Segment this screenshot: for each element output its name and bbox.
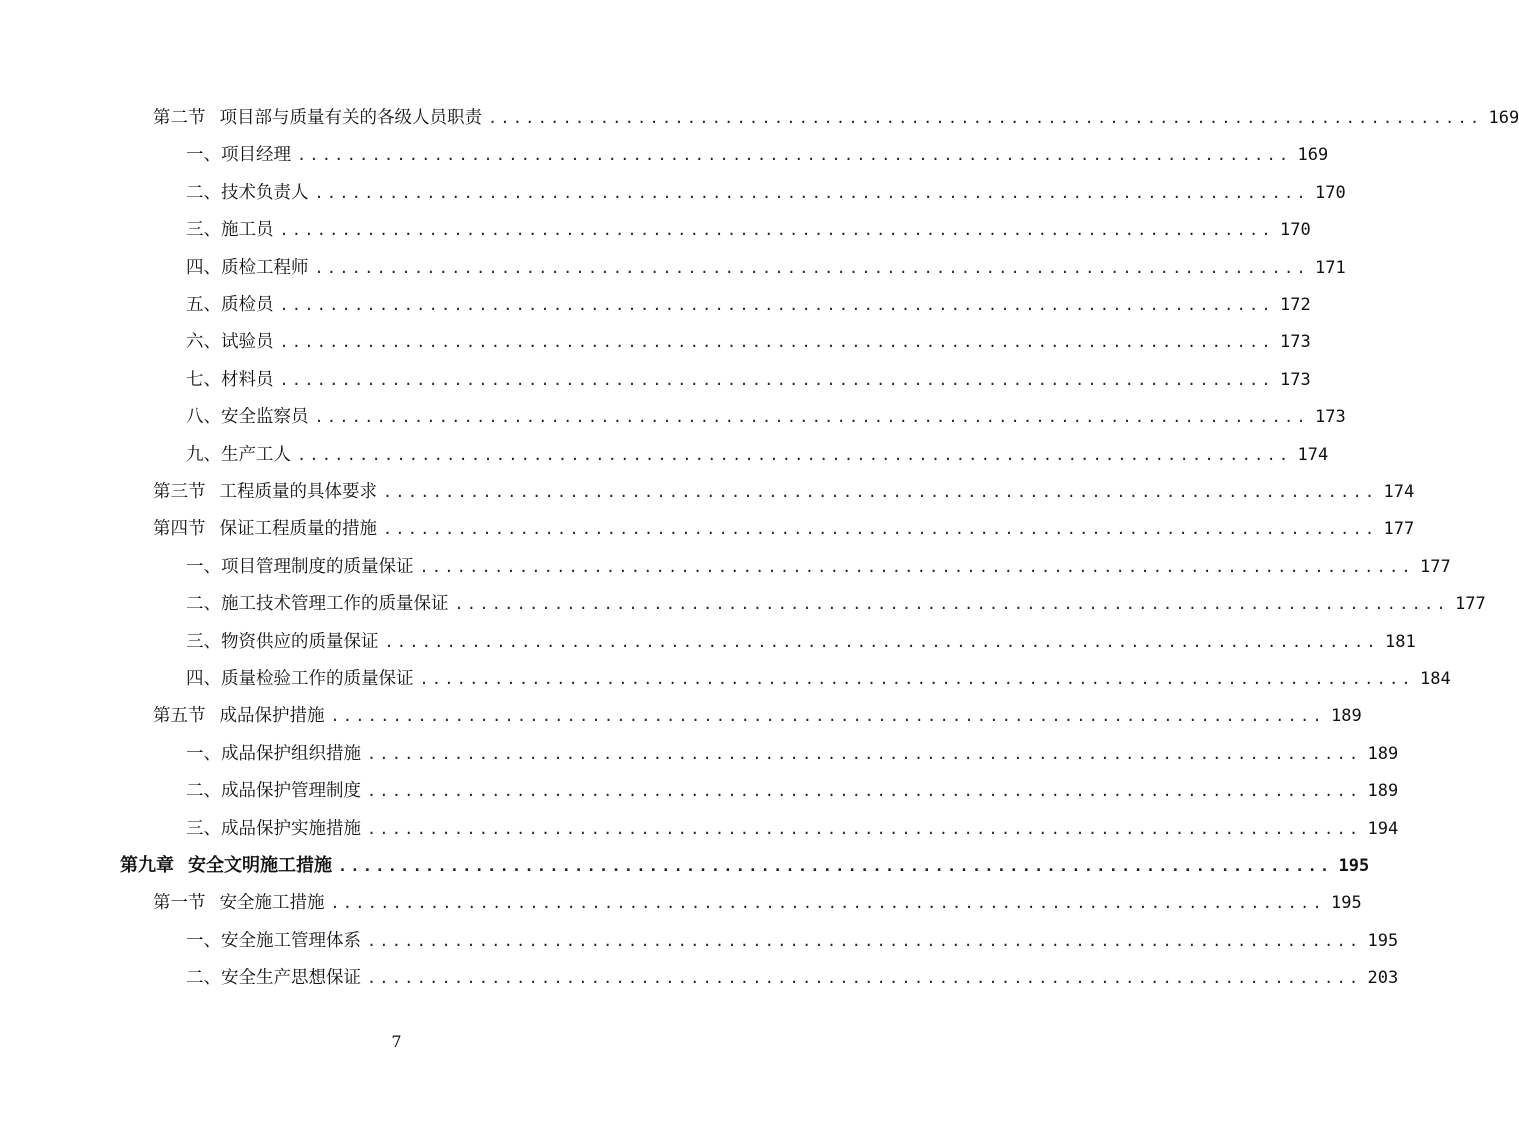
dot-leader: ................................................................................ [330, 894, 1325, 913]
toc-entry-number: 五、 [186, 295, 221, 315]
toc-entry-heading [120, 852, 332, 880]
toc-entry[interactable] [153, 702, 1362, 730]
toc-entry-title: 质检工程师 [221, 257, 309, 278]
dot-leader: ................................................................................ [314, 183, 1309, 202]
toc-entry-title: 项目经理 [221, 145, 291, 166]
toc-entry[interactable] [186, 254, 1346, 282]
toc-entry-number: 第一节 [153, 893, 206, 914]
toc-entry-title: 施工员 [221, 220, 274, 241]
dot-leader: ................................................................................ [384, 632, 1379, 651]
toc-entry[interactable] [186, 777, 1399, 805]
toc-entry-number: 二、 [186, 594, 221, 615]
toc-entry-page: 173 [1314, 407, 1346, 428]
toc-entry-title: 施工技术管理工作的质量保证 [221, 594, 449, 615]
toc-entry-number: 第二节 [153, 108, 206, 128]
toc-entry-number: 三、 [186, 818, 221, 839]
toc-entry-heading [153, 515, 377, 543]
toc-entry-page: 171 [1314, 257, 1346, 278]
dot-leader: ................................................................................ [367, 819, 1362, 838]
toc-entry-heading [186, 291, 274, 319]
toc-entry-heading [186, 628, 379, 656]
dot-leader: ................................................................................ [367, 782, 1362, 801]
dot-leader: ................................................................................ [330, 707, 1325, 726]
dot-leader: ................................................................................ [314, 258, 1309, 277]
toc-entry-page: 170 [1314, 182, 1346, 203]
dot-leader: ................................................................................ [297, 445, 1292, 464]
toc-entry-number: 第五节 [153, 706, 206, 727]
toc-entry-title: 质量检验工作的质量保证 [221, 669, 414, 689]
toc-entry-number: 一、 [186, 743, 221, 764]
toc-entry-page: 195 [1330, 893, 1362, 914]
toc-entry-heading [153, 702, 325, 730]
toc-entry-title: 试验员 [221, 332, 274, 353]
toc-entry[interactable] [186, 216, 1311, 244]
toc-entry[interactable] [186, 590, 1486, 618]
dot-leader: ................................................................................ [279, 370, 1274, 389]
toc-entry[interactable] [186, 927, 1399, 955]
toc-entry-number: 三、 [186, 220, 221, 241]
toc-entry-title: 保证工程质量的措施 [219, 519, 377, 540]
toc-entry-page: 172 [1279, 295, 1311, 315]
toc-entry[interactable] [186, 403, 1346, 431]
toc-entry-page: 169 [1488, 108, 1519, 128]
page-number: 7 [391, 1032, 402, 1051]
toc-entry[interactable] [153, 515, 1415, 543]
toc-entry-number: 二、 [186, 968, 221, 989]
toc-entry-heading [186, 403, 309, 431]
toc-entry[interactable] [153, 478, 1415, 506]
toc-entry-title: 项目部与质量有关的各级人员职责 [219, 108, 482, 128]
toc-entry-number: 第三节 [153, 482, 206, 502]
toc-entry-title: 成品保护管理制度 [221, 781, 361, 802]
toc-entry-heading [186, 777, 361, 805]
dot-leader: ................................................................................ [488, 109, 1483, 127]
toc-entry-heading [186, 216, 274, 244]
toc-entry-number: 二、 [186, 781, 221, 802]
toc-entry-page: 189 [1367, 743, 1399, 764]
toc-entry-heading [186, 815, 361, 843]
toc-entry-number: 六、 [186, 332, 221, 353]
toc-entry-number: 一、 [186, 556, 221, 577]
toc-entry-heading [153, 104, 482, 132]
toc-entry-number: 二、 [186, 182, 221, 203]
toc-entry-title: 成品保护实施措施 [221, 818, 361, 839]
toc-entry-heading [186, 740, 361, 768]
toc-entry-heading [186, 441, 291, 469]
toc-entry-title: 成品保护措施 [219, 706, 325, 727]
toc-entry-heading [153, 478, 377, 506]
dot-leader: ................................................................................ [338, 857, 1333, 875]
toc-entry-number: 一、 [186, 145, 221, 166]
toc-entry-heading [186, 553, 414, 581]
toc-entry-heading [186, 590, 449, 618]
toc-entry-number: 四、 [186, 669, 221, 689]
toc-entry[interactable] [186, 740, 1399, 768]
toc-entry-page: 194 [1367, 818, 1399, 839]
toc-entry-page: 203 [1367, 968, 1399, 989]
dot-leader: ................................................................................ [454, 595, 1449, 614]
toc-entry-page: 173 [1279, 332, 1311, 353]
toc-entry[interactable] [186, 441, 1329, 469]
toc-entry-page: 169 [1297, 145, 1329, 166]
toc-entry[interactable] [153, 889, 1362, 917]
toc-entry-page: 181 [1384, 631, 1416, 652]
toc-entry[interactable] [186, 628, 1416, 656]
toc-entry[interactable] [120, 852, 1370, 880]
toc-entry-page: 195 [1338, 856, 1370, 876]
toc-entry[interactable] [186, 291, 1311, 319]
toc-entry-page: 170 [1279, 220, 1311, 241]
toc-entry[interactable] [186, 815, 1399, 843]
toc-entry[interactable] [153, 104, 1519, 132]
toc-entry-title: 质检员 [221, 295, 274, 315]
toc-entry-number: 第九章 [120, 855, 174, 876]
toc-entry[interactable] [186, 553, 1451, 581]
toc-entry-page: 177 [1383, 519, 1415, 540]
toc-entry[interactable] [186, 141, 1329, 169]
toc-entry-heading [186, 927, 361, 955]
toc-entry-page: 174 [1297, 444, 1329, 465]
toc-entry[interactable] [186, 665, 1451, 693]
toc-entry-title: 安全生产思想保证 [221, 968, 361, 989]
toc-entry-number: 七、 [186, 369, 221, 390]
dot-leader: ................................................................................ [419, 557, 1414, 576]
toc-entry-title: 安全施工管理体系 [221, 930, 361, 951]
toc-entry-heading [186, 179, 309, 207]
dot-leader: ................................................................................ [419, 670, 1414, 688]
dot-leader: ................................................................................ [367, 744, 1362, 763]
toc-entry-page: 189 [1367, 781, 1399, 802]
toc-entry-heading [153, 889, 325, 917]
toc-entry-page: 184 [1419, 669, 1451, 689]
toc-entry-title: 生产工人 [221, 444, 291, 465]
toc-entry-page: 174 [1383, 482, 1415, 502]
toc-entry-heading [186, 665, 414, 693]
toc-entry-number: 八、 [186, 407, 221, 428]
toc-entry-number: 三、 [186, 631, 221, 652]
toc-entry-title: 材料员 [221, 369, 274, 390]
toc-entry-title: 安全文明施工措施 [188, 855, 332, 876]
toc-entry-page: 177 [1419, 556, 1451, 577]
dot-leader: ................................................................................ [279, 296, 1274, 314]
dot-leader: ................................................................................ [383, 483, 1378, 501]
toc-entry-number: 一、 [186, 930, 221, 951]
toc-entry-page: 189 [1330, 706, 1362, 727]
dot-leader: ................................................................................ [367, 931, 1362, 950]
toc-entry-heading [186, 328, 274, 356]
toc-entry-title: 安全施工措施 [219, 893, 325, 914]
toc-entry-title: 物资供应的质量保证 [221, 631, 379, 652]
toc-entry-heading [186, 254, 309, 282]
toc-entry-heading [186, 141, 291, 169]
toc-entry-title: 项目管理制度的质量保证 [221, 556, 414, 577]
toc-entry-title: 技术负责人 [221, 182, 309, 203]
toc-entry[interactable] [186, 964, 1399, 992]
toc-entry-number: 第四节 [153, 519, 206, 540]
dot-leader: ................................................................................ [367, 969, 1362, 988]
dot-leader: ................................................................................ [297, 146, 1292, 165]
toc-entry-page: 173 [1279, 369, 1311, 390]
toc-entry-page: 177 [1454, 594, 1486, 615]
toc-entry-page: 195 [1367, 930, 1399, 951]
toc-entry-heading [186, 366, 274, 394]
toc-entry-title: 工程质量的具体要求 [219, 482, 377, 502]
toc-entry-title: 安全监察员 [221, 407, 309, 428]
toc-entry[interactable] [186, 328, 1311, 356]
toc-entry[interactable] [186, 179, 1346, 207]
dot-leader: ................................................................................ [314, 408, 1309, 427]
toc-entry-number: 四、 [186, 257, 221, 278]
toc-entry-title: 成品保护组织措施 [221, 743, 361, 764]
dot-leader: ................................................................................ [279, 221, 1274, 240]
dot-leader: ................................................................................ [279, 333, 1274, 352]
toc-entry[interactable] [186, 366, 1311, 394]
toc-entry-number: 九、 [186, 444, 221, 465]
dot-leader: ................................................................................ [383, 520, 1378, 539]
toc-entry-heading [186, 964, 361, 992]
